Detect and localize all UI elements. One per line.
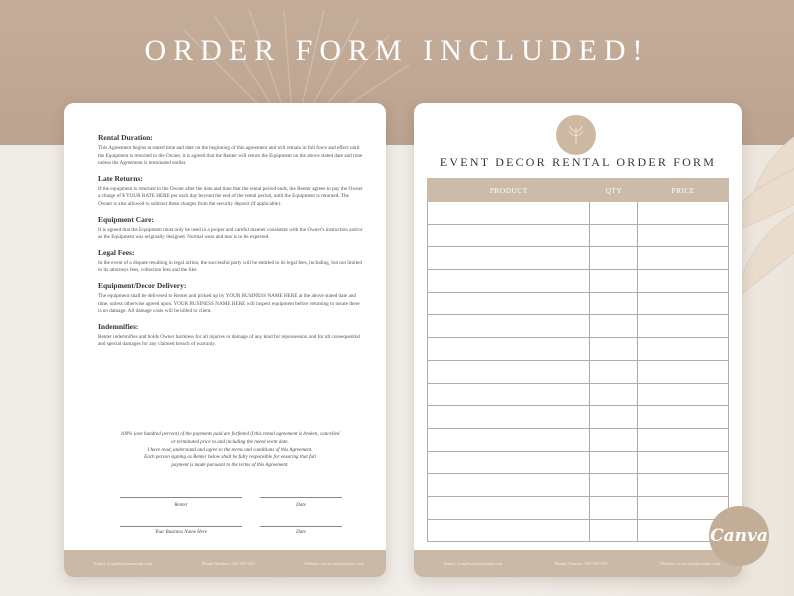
section-body: It is agreed that the Equipment must only be used in a proper and careful manner consistent with the Owner's instruction and/or as the Equipment was originally designed. Normal wear and tear is to be expected.: [98, 226, 363, 241]
price-cell[interactable]: [638, 202, 729, 225]
agreement-clause: [102, 431, 358, 470]
qty-cell[interactable]: [590, 383, 638, 406]
price-cell[interactable]: [638, 451, 729, 474]
product-cell[interactable]: [428, 428, 590, 451]
column-qty: QTY: [590, 179, 638, 202]
table-row: [428, 496, 729, 519]
qty-cell[interactable]: [590, 496, 638, 519]
section-indemnifies: [98, 322, 364, 349]
date-label-1: Date: [296, 503, 306, 508]
canva-badge: Canva: [709, 506, 769, 566]
date-line-2[interactable]: [260, 526, 342, 527]
product-cell[interactable]: [428, 451, 590, 474]
table-row: [428, 519, 729, 542]
qty-cell[interactable]: [590, 451, 638, 474]
qty-cell[interactable]: [590, 315, 638, 338]
clause-line: payment is made pursuant to the terms of this Agreement.: [171, 462, 289, 469]
price-cell[interactable]: [638, 292, 729, 315]
business-label: Your Business Name Here: [155, 530, 207, 535]
section-heading: Legal Fees:: [98, 247, 135, 257]
date-label-2: Date: [296, 530, 306, 535]
date-line-1[interactable]: [260, 497, 342, 498]
table-row: [428, 202, 729, 225]
footer-email: Email: you@businessemail.com: [444, 561, 503, 566]
clause-line: I have read, understand and agree to the terms and conditions of this Agreement.: [147, 446, 313, 453]
qty-cell[interactable]: [590, 406, 638, 429]
price-cell[interactable]: [638, 496, 729, 519]
table-row: [428, 270, 729, 293]
product-cell[interactable]: [428, 406, 590, 429]
qty-cell[interactable]: [590, 247, 638, 270]
price-cell[interactable]: [638, 406, 729, 429]
section-heading: Indemnifies:: [98, 321, 139, 331]
price-cell[interactable]: [638, 383, 729, 406]
price-cell[interactable]: [638, 474, 729, 497]
order-table-body: [428, 202, 729, 542]
product-cell[interactable]: [428, 315, 590, 338]
price-cell[interactable]: [638, 360, 729, 383]
section-delivery: [98, 281, 364, 316]
table-row: [428, 428, 729, 451]
order-form-page: [414, 103, 742, 577]
page-footer: [64, 550, 386, 577]
section-late-returns: [98, 174, 364, 209]
qty-cell[interactable]: [590, 474, 638, 497]
product-cell[interactable]: [428, 202, 590, 225]
product-cell[interactable]: [428, 247, 590, 270]
column-product: PRODUCT: [428, 179, 590, 202]
section-body: This Agreement begins at stated time and date on the beginning of this agreement and will remain in full force and effect until the Equipment is returned to the Owner, it is agreed that the Renter will return the Equipment on the above stated date and time unless the Agreement is terminated earlier.: [98, 145, 363, 167]
price-cell[interactable]: [638, 270, 729, 293]
qty-cell[interactable]: [590, 292, 638, 315]
headline: ORDER FORM INCLUDED!: [144, 34, 650, 67]
leaf-logo-icon: [565, 124, 587, 146]
table-row: [428, 292, 729, 315]
clause-line: 100% (one hundred percent) of the payments paid are forfeited if this rental agreement is broken, cancelled: [120, 431, 340, 437]
product-cell[interactable]: [428, 519, 590, 542]
price-cell[interactable]: [638, 224, 729, 247]
qty-cell[interactable]: [590, 360, 638, 383]
business-signature-line[interactable]: [120, 526, 242, 527]
footer-email: Email: you@businessemail.com: [94, 561, 153, 566]
order-table: [427, 178, 729, 542]
table-row: [428, 406, 729, 429]
product-cell[interactable]: [428, 224, 590, 247]
footer-website: Website: www.yourbusiness.com: [304, 561, 364, 566]
section-heading: Equipment Care:: [98, 214, 154, 224]
price-cell[interactable]: [638, 338, 729, 361]
qty-cell[interactable]: [590, 224, 638, 247]
page-footer: [414, 550, 742, 577]
form-title: EVENT DECOR RENTAL ORDER FORM: [439, 155, 717, 169]
table-row: [428, 383, 729, 406]
price-cell[interactable]: [638, 428, 729, 451]
clause-line: or terminated prior to and including the noted event date.: [171, 438, 289, 445]
section-rental-duration: [98, 133, 364, 168]
section-heading: Late Returns:: [98, 173, 143, 183]
section-legal-fees: [98, 248, 364, 275]
section-body: If the equipment is returned to the Owner after the date and time that the rental period ends, the Renter agrees to pay the Owner a charge of $ YOUR RATE HERE per each day beyond the end of the rental period, until the Equipment is returned. The Owner is also allowed to subtract these charges from the security deposit (if applicable).: [98, 185, 363, 207]
table-row: [428, 247, 729, 270]
product-cell[interactable]: [428, 360, 590, 383]
terms-page: [64, 103, 386, 577]
section-heading: Equipment/Decor Delivery:: [98, 280, 187, 290]
footer-phone: Phone Number: 555-555-555: [554, 561, 608, 566]
section-heading: Rental Duration:: [98, 133, 153, 142]
terms-sections: [98, 133, 364, 355]
clause-line: Each person signing as Renter below shall be fully responsible for ensuring that full: [144, 454, 316, 461]
footer-phone: Phone Number: 555-555-555: [201, 561, 255, 566]
product-cell[interactable]: [428, 338, 590, 361]
price-cell[interactable]: [638, 315, 729, 338]
product-cell[interactable]: [428, 496, 590, 519]
table-row: [428, 338, 729, 361]
table-row: [428, 451, 729, 474]
product-cell[interactable]: [428, 383, 590, 406]
column-price: PRICE: [638, 179, 729, 202]
table-row: [428, 224, 729, 247]
qty-cell[interactable]: [590, 428, 638, 451]
order-table-header: [428, 179, 729, 202]
product-cell[interactable]: [428, 292, 590, 315]
product-cell[interactable]: [428, 474, 590, 497]
section-body: In the event of a dispute resulting in legal action, the successful party will be entitled to its legal fees, including, but not limited to its attorneys fees, collection fees and the like.: [98, 259, 362, 274]
renter-signature-line[interactable]: [120, 497, 242, 498]
logo-badge: [556, 115, 596, 155]
qty-cell[interactable]: [590, 519, 638, 542]
qty-cell[interactable]: [590, 270, 638, 293]
product-cell[interactable]: [428, 270, 590, 293]
section-body: Renter indemnifies and holds Owner harmless for all injuries or damage of any kind for repossession and for all consequential and special damages for any claimed breach of warranty.: [98, 333, 361, 348]
section-equipment-care: [98, 215, 364, 242]
renter-label: Renter: [174, 503, 188, 508]
section-body: The equipment shall be delivered to Renter and picked up by YOUR BUSINESS NAME HERE at the above stated date and time, unless otherwise agreed upon. YOUR BUSINESS NAME HERE will inspect equipment before returning to insure there is no damage. All damage costs will be billed to client.: [98, 292, 360, 315]
price-cell[interactable]: [638, 247, 729, 270]
footer-website: Website: www.yourbusiness.com: [660, 561, 720, 566]
table-row: [428, 360, 729, 383]
table-row: [428, 315, 729, 338]
table-row: [428, 474, 729, 497]
qty-cell[interactable]: [590, 338, 638, 361]
qty-cell[interactable]: [590, 202, 638, 225]
